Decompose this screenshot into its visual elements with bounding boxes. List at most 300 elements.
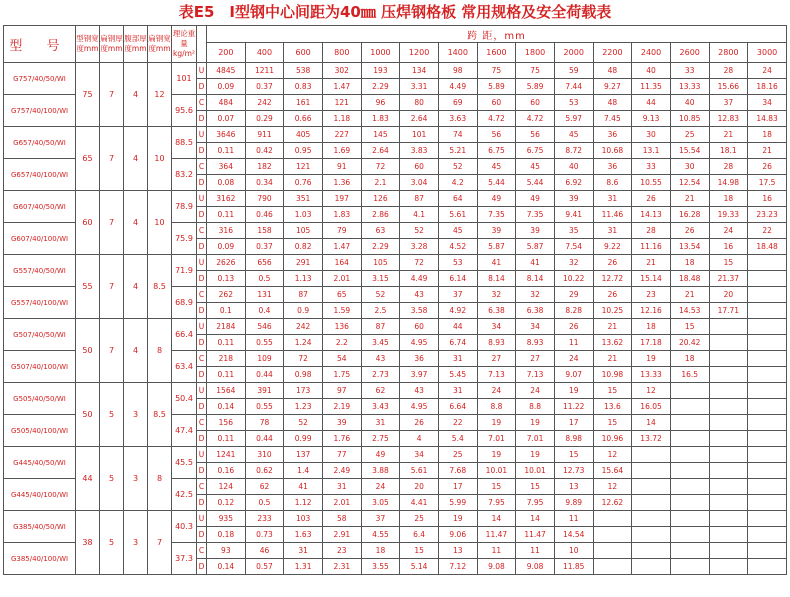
value-cell: 87	[361, 319, 400, 335]
value-cell	[709, 399, 748, 415]
value-cell: 4.2	[438, 175, 477, 191]
value-cell: 10.85	[670, 111, 709, 127]
load-type-cell: D	[197, 367, 207, 383]
value-cell: 1241	[207, 447, 246, 463]
value-cell: 0.73	[245, 527, 284, 543]
span-header-cell: 2400	[632, 43, 671, 63]
value-cell: 11	[554, 511, 593, 527]
value-cell: 31	[322, 479, 361, 495]
value-cell	[748, 303, 787, 319]
value-cell: 11	[554, 335, 593, 351]
load-type-cell: D	[197, 559, 207, 575]
span-header-cell: 2600	[670, 43, 709, 63]
value-cell: 52	[361, 287, 400, 303]
value-cell: 53	[438, 255, 477, 271]
value-cell: 31	[284, 543, 323, 559]
value-cell: 0.44	[245, 431, 284, 447]
span-header-cell: 600	[284, 43, 323, 63]
value-cell	[748, 447, 787, 463]
value-cell: 74	[438, 127, 477, 143]
twist-thickness-cell: 7	[100, 127, 124, 191]
value-cell: 32	[554, 255, 593, 271]
value-cell: 7.13	[516, 367, 555, 383]
value-cell: 351	[284, 191, 323, 207]
value-cell: 11.16	[632, 239, 671, 255]
value-cell: 98	[438, 63, 477, 79]
value-cell: 5.44	[516, 175, 555, 191]
value-cell: 1.13	[284, 271, 323, 287]
value-cell: 8.93	[516, 335, 555, 351]
load-type-cell: C	[197, 159, 207, 175]
bar-width-cell: 10	[148, 127, 172, 191]
value-cell	[670, 447, 709, 463]
value-cell: 27	[516, 351, 555, 367]
value-cell: 56	[516, 127, 555, 143]
value-cell	[748, 479, 787, 495]
value-cell: 9.08	[516, 559, 555, 575]
value-cell	[632, 479, 671, 495]
value-cell: 5.14	[400, 559, 439, 575]
value-cell	[748, 383, 787, 399]
weight-cell: 68.9	[172, 287, 197, 319]
value-cell: 6.4	[400, 527, 439, 543]
value-cell: 58	[322, 511, 361, 527]
value-cell: 13	[438, 543, 477, 559]
value-cell: 12	[632, 383, 671, 399]
value-cell: 24	[554, 351, 593, 367]
model-cell: G507/40/50/WI	[4, 319, 76, 351]
value-cell: 1.76	[322, 431, 361, 447]
value-cell: 2.31	[322, 559, 361, 575]
value-cell: 7.12	[438, 559, 477, 575]
span-header-cell: 200	[207, 43, 246, 63]
value-cell: 43	[361, 351, 400, 367]
value-cell: 49	[361, 447, 400, 463]
value-cell	[709, 351, 748, 367]
value-cell: 0.82	[284, 239, 323, 255]
value-cell: 48	[593, 63, 632, 79]
value-cell	[593, 559, 632, 575]
flat-width-cell: 38	[76, 511, 100, 575]
value-cell: 0.83	[284, 79, 323, 95]
value-cell: 0.11	[207, 367, 246, 383]
value-cell: 9.22	[593, 239, 632, 255]
value-cell: 136	[322, 319, 361, 335]
value-cell: 1.83	[361, 111, 400, 127]
value-cell: 0.07	[207, 111, 246, 127]
value-cell: 0.55	[245, 399, 284, 415]
value-cell: 35	[554, 223, 593, 239]
value-cell: 80	[400, 95, 439, 111]
bar-width-cell: 8.5	[148, 255, 172, 319]
weight-cell: 71.9	[172, 255, 197, 287]
model-cell: G507/40/100/WI	[4, 351, 76, 383]
value-cell: 19	[516, 447, 555, 463]
value-cell: 11.47	[516, 527, 555, 543]
value-cell	[748, 527, 787, 543]
value-cell: 13	[554, 479, 593, 495]
value-cell: 11.47	[477, 527, 516, 543]
value-cell: 8.14	[477, 271, 516, 287]
web-thickness-cell: 3	[124, 383, 148, 447]
value-cell: 0.11	[207, 335, 246, 351]
value-cell: 20	[709, 287, 748, 303]
value-cell: 21.37	[709, 271, 748, 287]
header-weight: 理论重量kg/m²	[172, 26, 197, 63]
value-cell: 19	[554, 383, 593, 399]
web-thickness-cell: 3	[124, 447, 148, 511]
value-cell: 26	[554, 319, 593, 335]
value-cell: 53	[554, 95, 593, 111]
value-cell: 2.64	[400, 111, 439, 127]
value-cell: 44	[632, 95, 671, 111]
value-cell: 18	[709, 191, 748, 207]
value-cell: 15.64	[593, 463, 632, 479]
value-cell: 3.83	[400, 143, 439, 159]
value-cell: 43	[400, 383, 439, 399]
table-row	[4, 319, 787, 335]
value-cell: 96	[361, 95, 400, 111]
value-cell: 8.6	[593, 175, 632, 191]
header-bar-width: 扁钢宽度mm	[148, 26, 172, 63]
value-cell: 6.38	[477, 303, 516, 319]
table-row	[4, 127, 787, 143]
value-cell: 538	[284, 63, 323, 79]
value-cell: 103	[284, 511, 323, 527]
value-cell: 0.57	[245, 559, 284, 575]
value-cell	[670, 431, 709, 447]
value-cell: 39	[322, 415, 361, 431]
model-cell: G607/40/100/WI	[4, 223, 76, 255]
value-cell: 0.11	[207, 431, 246, 447]
value-cell	[670, 527, 709, 543]
value-cell: 45	[477, 159, 516, 175]
value-cell: 8.14	[516, 271, 555, 287]
value-cell	[709, 335, 748, 351]
load-type-cell: D	[197, 175, 207, 191]
span-header-cell: 2800	[709, 43, 748, 63]
value-cell: 0.12	[207, 495, 246, 511]
value-cell: 56	[477, 127, 516, 143]
value-cell: 33	[632, 159, 671, 175]
value-cell: 59	[554, 63, 593, 79]
value-cell: 0.9	[284, 303, 323, 319]
value-cell: 4.72	[477, 111, 516, 127]
value-cell: 1.12	[284, 495, 323, 511]
load-type-cell: D	[197, 271, 207, 287]
load-type-cell: C	[197, 223, 207, 239]
table-row	[4, 63, 787, 79]
model-cell: G445/40/50/WI	[4, 447, 76, 479]
value-cell: 16.05	[632, 399, 671, 415]
value-cell: 121	[284, 159, 323, 175]
value-cell: 105	[284, 223, 323, 239]
value-cell: 15	[593, 415, 632, 431]
value-cell: 37	[361, 511, 400, 527]
value-cell: 8.93	[477, 335, 516, 351]
value-cell: 145	[361, 127, 400, 143]
value-cell: 5.44	[477, 175, 516, 191]
value-cell: 24	[709, 223, 748, 239]
flat-width-cell: 60	[76, 191, 100, 255]
value-cell: 10.98	[593, 367, 632, 383]
twist-thickness-cell: 5	[100, 383, 124, 447]
value-cell: 65	[322, 287, 361, 303]
value-cell: 72	[400, 255, 439, 271]
value-cell: 242	[284, 319, 323, 335]
value-cell: 0.08	[207, 175, 246, 191]
value-cell: 911	[245, 127, 284, 143]
span-header-cell: 400	[245, 43, 284, 63]
value-cell	[632, 559, 671, 575]
value-cell: 77	[322, 447, 361, 463]
model-cell: G557/40/100/WI	[4, 287, 76, 319]
value-cell	[632, 527, 671, 543]
value-cell: 4.92	[438, 303, 477, 319]
value-cell: 18.48	[670, 271, 709, 287]
value-cell: 16.28	[670, 207, 709, 223]
value-cell: 9.27	[593, 79, 632, 95]
twist-thickness-cell: 7	[100, 319, 124, 383]
value-cell: 87	[284, 287, 323, 303]
value-cell: 31	[593, 223, 632, 239]
value-cell: 0.66	[284, 111, 323, 127]
value-cell: 19	[477, 447, 516, 463]
span-header-cell: 800	[322, 43, 361, 63]
value-cell: 156	[207, 415, 246, 431]
value-cell: 10.55	[632, 175, 671, 191]
value-cell: 62	[245, 479, 284, 495]
flat-width-cell: 44	[76, 447, 100, 511]
value-cell: 60	[400, 319, 439, 335]
value-cell	[748, 415, 787, 431]
value-cell: 1.36	[322, 175, 361, 191]
value-cell	[632, 495, 671, 511]
value-cell: 291	[284, 255, 323, 271]
value-cell: 2.19	[322, 399, 361, 415]
value-cell: 6.14	[438, 271, 477, 287]
value-cell: 10.68	[593, 143, 632, 159]
table-row	[4, 255, 787, 271]
weight-cell: 66.4	[172, 319, 197, 351]
value-cell: 11.22	[554, 399, 593, 415]
load-type-cell: D	[197, 207, 207, 223]
flat-width-cell: 75	[76, 63, 100, 127]
load-type-cell: C	[197, 287, 207, 303]
value-cell: 9.13	[632, 111, 671, 127]
value-cell: 7.68	[438, 463, 477, 479]
weight-cell: 95.6	[172, 95, 197, 127]
bar-width-cell: 10	[148, 191, 172, 255]
value-cell: 54	[322, 351, 361, 367]
value-cell	[748, 511, 787, 527]
value-cell: 10.22	[554, 271, 593, 287]
value-cell: 0.37	[245, 239, 284, 255]
value-cell	[748, 255, 787, 271]
value-cell	[670, 511, 709, 527]
value-cell: 25	[400, 511, 439, 527]
value-cell: 60	[477, 95, 516, 111]
value-cell: 25	[438, 447, 477, 463]
value-cell: 14.83	[748, 111, 787, 127]
value-cell: 790	[245, 191, 284, 207]
bar-width-cell: 8	[148, 319, 172, 383]
value-cell: 12	[593, 479, 632, 495]
value-cell: 1.03	[284, 207, 323, 223]
value-cell: 0.14	[207, 399, 246, 415]
value-cell: 3.45	[361, 335, 400, 351]
value-cell: 242	[245, 95, 284, 111]
value-cell: 9.89	[554, 495, 593, 511]
value-cell: 4	[400, 431, 439, 447]
value-cell: 9.41	[554, 207, 593, 223]
value-cell: 12	[593, 447, 632, 463]
web-thickness-cell: 4	[124, 255, 148, 319]
value-cell: 5.99	[438, 495, 477, 511]
load-type-cell: D	[197, 303, 207, 319]
value-cell: 23.23	[748, 207, 787, 223]
value-cell	[748, 543, 787, 559]
value-cell: 14.53	[670, 303, 709, 319]
value-cell: 1.18	[322, 111, 361, 127]
value-cell: 7.35	[516, 207, 555, 223]
value-cell	[593, 543, 632, 559]
value-cell: 121	[322, 95, 361, 111]
value-cell: 26	[748, 159, 787, 175]
value-cell: 45	[554, 127, 593, 143]
load-type-cell: U	[197, 127, 207, 143]
value-cell: 2.01	[322, 495, 361, 511]
value-cell	[670, 559, 709, 575]
value-cell: 4.95	[400, 335, 439, 351]
load-type-cell: D	[197, 335, 207, 351]
value-cell: 15	[516, 479, 555, 495]
value-cell: 3.43	[361, 399, 400, 415]
load-type-cell: D	[197, 239, 207, 255]
value-cell	[709, 479, 748, 495]
value-cell	[670, 495, 709, 511]
span-header-cell: 1200	[400, 43, 439, 63]
value-cell: 10.96	[593, 431, 632, 447]
value-cell: 1.69	[322, 143, 361, 159]
value-cell: 391	[245, 383, 284, 399]
value-cell: 21	[632, 255, 671, 271]
value-cell: 25	[670, 127, 709, 143]
table-body	[4, 63, 787, 575]
value-cell: 34	[748, 95, 787, 111]
load-type-cell: C	[197, 543, 207, 559]
value-cell: 40	[670, 95, 709, 111]
value-cell: 7.95	[516, 495, 555, 511]
value-cell	[632, 463, 671, 479]
value-cell: 5.87	[477, 239, 516, 255]
value-cell: 6.92	[554, 175, 593, 191]
value-cell: 32	[516, 287, 555, 303]
value-cell: 3.88	[361, 463, 400, 479]
value-cell: 3162	[207, 191, 246, 207]
value-cell: 3.28	[400, 239, 439, 255]
value-cell: 105	[361, 255, 400, 271]
value-cell: 20	[400, 479, 439, 495]
value-cell: 1.59	[322, 303, 361, 319]
value-cell: 0.99	[284, 431, 323, 447]
value-cell: 19	[632, 351, 671, 367]
value-cell: 5.61	[400, 463, 439, 479]
value-cell: 13.6	[593, 399, 632, 415]
value-cell: 0.13	[207, 271, 246, 287]
value-cell: 39	[554, 191, 593, 207]
value-cell: 0.5	[245, 495, 284, 511]
weight-cell: 83.2	[172, 159, 197, 191]
value-cell	[748, 431, 787, 447]
value-cell: 16.5	[670, 367, 709, 383]
value-cell: 37	[438, 287, 477, 303]
value-cell: 7.13	[477, 367, 516, 383]
load-type-cell: C	[197, 95, 207, 111]
value-cell: 46	[245, 543, 284, 559]
value-cell: 7.01	[516, 431, 555, 447]
value-cell: 31	[593, 191, 632, 207]
bar-width-cell: 12	[148, 63, 172, 127]
value-cell: 10.25	[593, 303, 632, 319]
value-cell: 0.98	[284, 367, 323, 383]
value-cell: 6.74	[438, 335, 477, 351]
value-cell: 5.4	[438, 431, 477, 447]
weight-cell: 75.9	[172, 223, 197, 255]
value-cell	[593, 511, 632, 527]
value-cell: 22	[438, 415, 477, 431]
value-cell: 24	[477, 383, 516, 399]
value-cell: 11.85	[554, 559, 593, 575]
value-cell: 4.49	[400, 271, 439, 287]
value-cell: 30	[632, 127, 671, 143]
load-table	[3, 25, 787, 575]
value-cell: 21	[748, 143, 787, 159]
value-cell: 31	[361, 415, 400, 431]
value-cell: 4.95	[400, 399, 439, 415]
model-cell: G557/40/50/WI	[4, 255, 76, 287]
value-cell: 173	[284, 383, 323, 399]
value-cell: 43	[400, 287, 439, 303]
twist-thickness-cell: 5	[100, 447, 124, 511]
value-cell: 34	[477, 319, 516, 335]
value-cell	[709, 367, 748, 383]
load-type-cell: C	[197, 479, 207, 495]
value-cell: 17.18	[632, 335, 671, 351]
value-cell: 1.47	[322, 239, 361, 255]
value-cell: 0.42	[245, 143, 284, 159]
value-cell: 12.72	[593, 271, 632, 287]
value-cell: 3.97	[400, 367, 439, 383]
value-cell: 12.16	[632, 303, 671, 319]
value-cell	[709, 511, 748, 527]
value-cell	[709, 431, 748, 447]
value-cell: 4.41	[400, 495, 439, 511]
flat-width-cell: 65	[76, 127, 100, 191]
value-cell: 97	[322, 383, 361, 399]
twist-thickness-cell: 7	[100, 255, 124, 319]
value-cell: 0.16	[207, 463, 246, 479]
twist-thickness-cell: 7	[100, 191, 124, 255]
value-cell: 5.45	[438, 367, 477, 383]
load-type-cell: U	[197, 447, 207, 463]
value-cell: 161	[284, 95, 323, 111]
value-cell: 19.33	[709, 207, 748, 223]
weight-cell: 50.4	[172, 383, 197, 415]
value-cell	[748, 351, 787, 367]
weight-cell: 47.4	[172, 415, 197, 447]
value-cell: 3646	[207, 127, 246, 143]
